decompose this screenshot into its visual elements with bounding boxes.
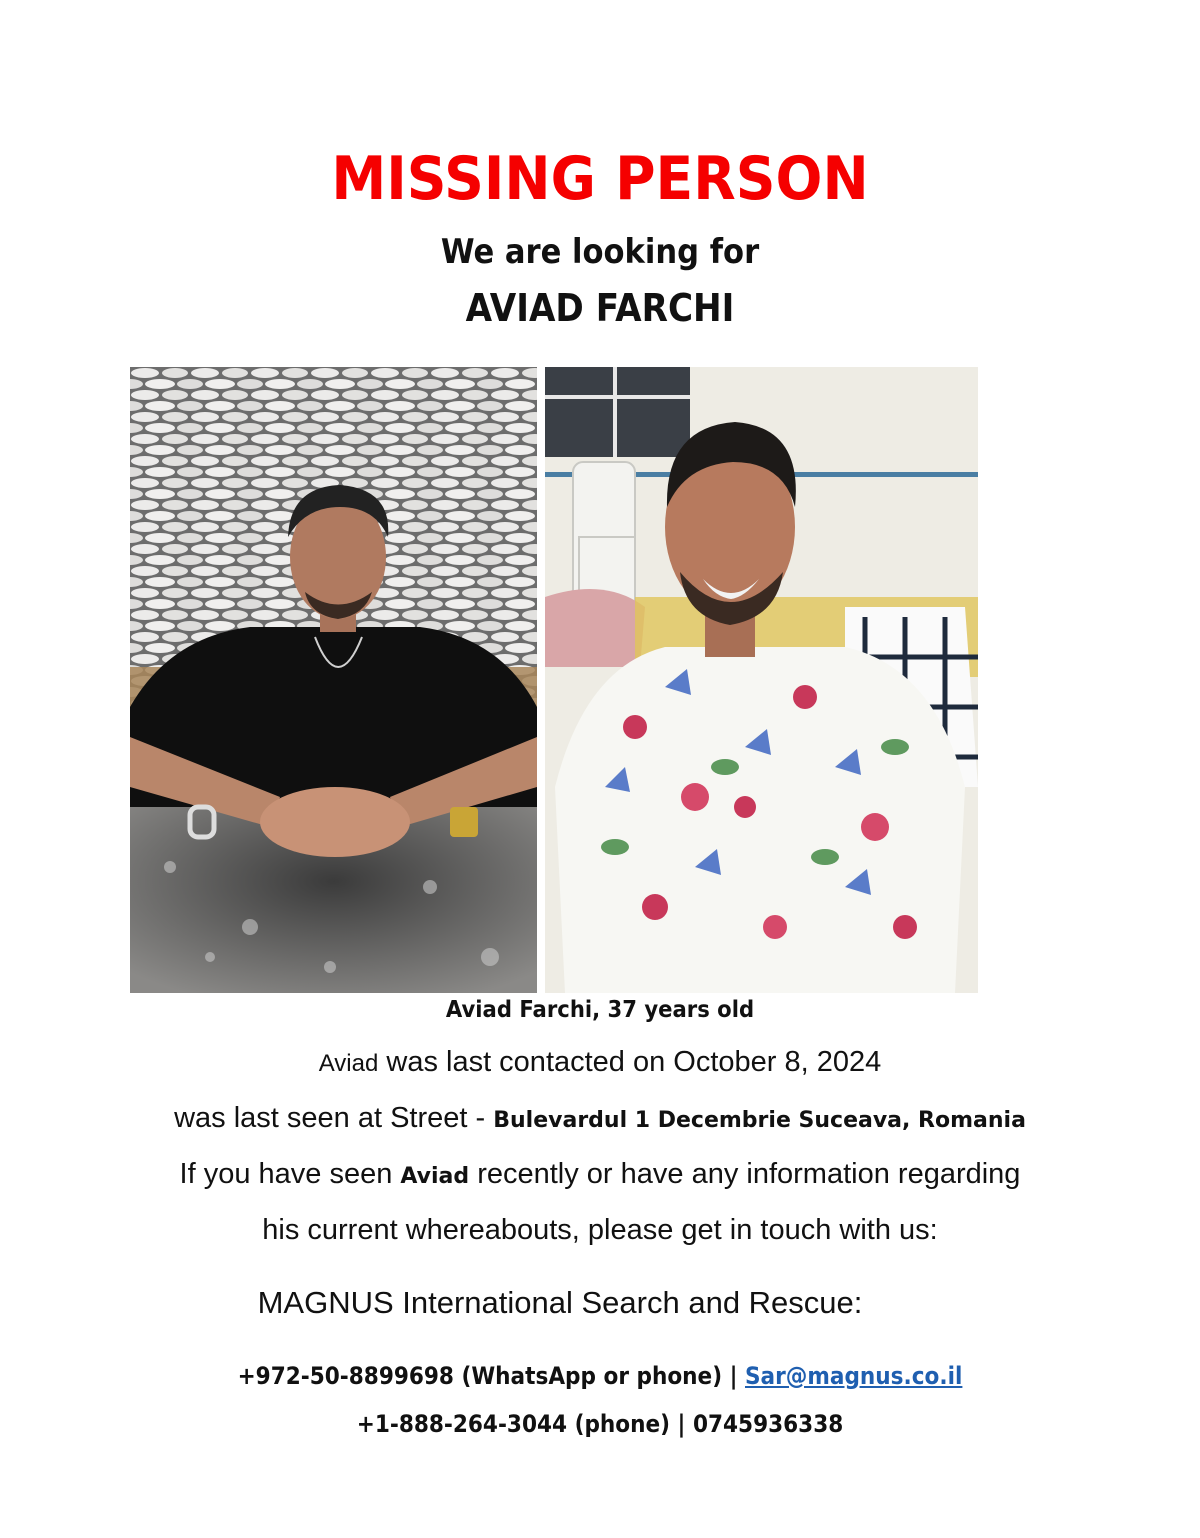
last-seen-location: Bulevardul 1 Decembrie Suceava, Romania xyxy=(493,1108,1026,1133)
phone-us[interactable]: +1-888-264-3044 (phone) xyxy=(356,1410,671,1438)
contact-line-2 xyxy=(60,1410,1140,1438)
contact-line-1 xyxy=(60,1362,1140,1390)
photo-black-shirt xyxy=(130,367,537,993)
phone-whatsapp[interactable]: +972-50-8899698 (WhatsApp or phone) xyxy=(237,1362,723,1390)
info-request-line-1 xyxy=(0,1158,1200,1191)
info-request-line-2: his current whereabouts, please get in touch with us: xyxy=(262,1214,938,1246)
photo-floral-shirt xyxy=(545,367,978,993)
poster-title: MISSING PERSON xyxy=(331,144,869,214)
photo-1-illustration xyxy=(130,367,537,993)
separator: | xyxy=(722,1362,745,1390)
photo-2-illustration xyxy=(545,367,978,993)
last-seen-label: was last seen at Street - xyxy=(174,1102,494,1134)
separator: | xyxy=(670,1410,693,1438)
person-caption: Aviad Farchi, 37 years old xyxy=(445,997,755,1023)
last-contacted-name: Aviad xyxy=(318,1050,379,1077)
email-link[interactable]: Sar@magnus.co.il xyxy=(744,1362,963,1390)
info-request-name: Aviad xyxy=(400,1164,470,1189)
last-contacted-line xyxy=(0,1046,1200,1079)
organization-name: MAGNUS International Search and Rescue: xyxy=(257,1285,863,1320)
last-seen-line xyxy=(0,1102,1200,1135)
missing-person-name: AVIAD FARCHI xyxy=(465,286,735,330)
poster-subtitle: We are looking for xyxy=(440,232,760,272)
info-request-rest: recently or have any information regarding xyxy=(469,1158,1021,1190)
last-contacted-text: was last contacted on October 8, 2024 xyxy=(378,1046,882,1078)
phone-romania[interactable]: 0745936338 xyxy=(692,1410,844,1438)
info-request-prefix: If you have seen xyxy=(179,1158,401,1190)
